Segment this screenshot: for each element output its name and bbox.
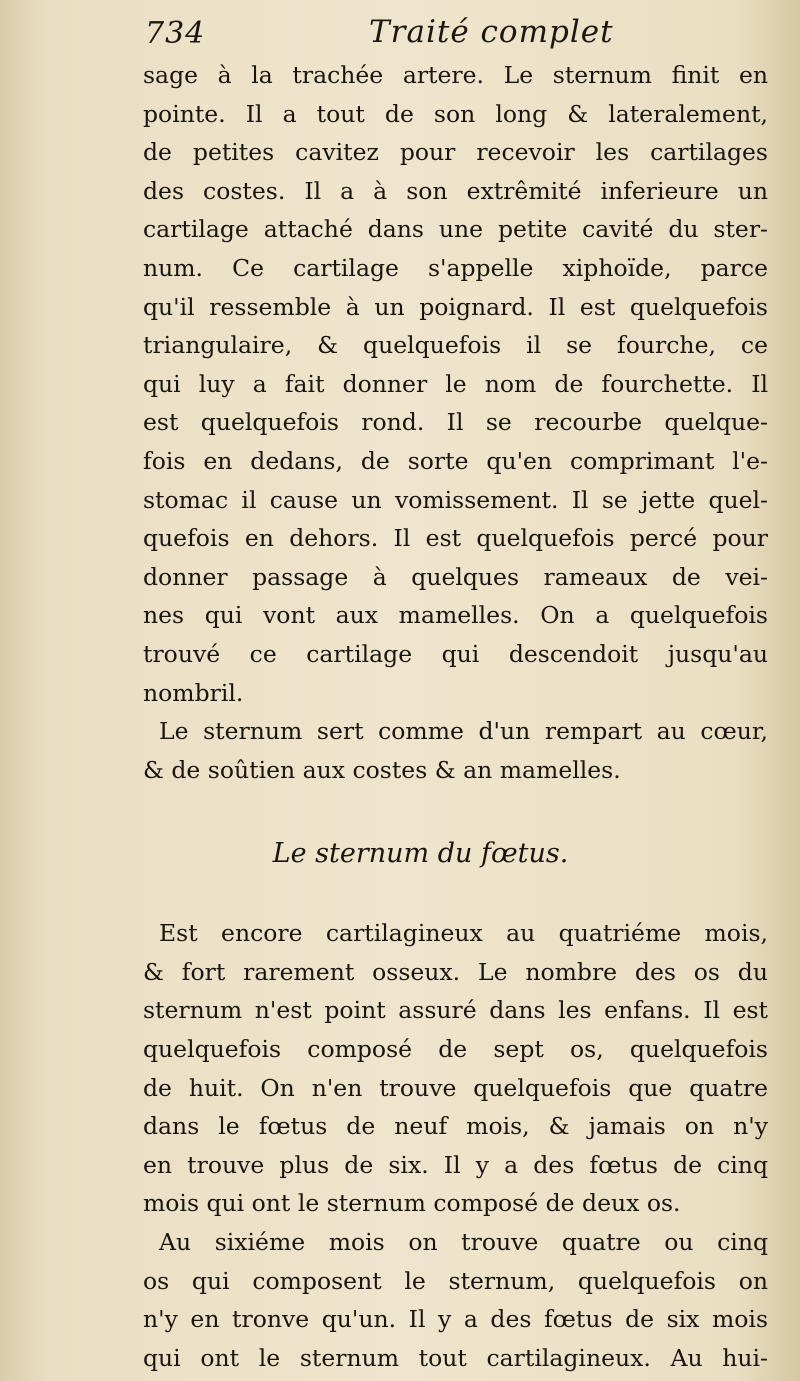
text-line: qu'il ressemble à un poignard. Il est quelquefois — [143, 292, 768, 321]
text-line: est quelquefois rond. Il se recourbe quelque- — [143, 408, 768, 437]
text-line: qui ont le sternum tout cartilagineux. Au hui- — [143, 1343, 768, 1372]
text-line: fois en dedans, de sorte qu'en comprimant l'e- — [143, 446, 768, 475]
text-line: os qui composent le sternum, quelquefois on — [143, 1266, 768, 1295]
text-line: n'y en tronve qu'un. Il y a des fœtus de six mois — [143, 1305, 768, 1334]
text-line: & de soûtien aux costes & an mamelles. — [143, 755, 621, 784]
paragraph-2 — [143, 712, 768, 789]
page-body — [143, 56, 768, 1377]
spacer — [143, 789, 768, 834]
text-line: sternum n'est point assuré dans les enfans. Il est — [143, 996, 768, 1025]
spacer — [143, 874, 768, 914]
text-line: de petites cavitez pour recevoir les cartilages — [143, 138, 768, 167]
text-line: stomac il cause un vomissement. Il se jette quel- — [143, 485, 768, 514]
text-line: num. Ce cartilage s'appelle xiphoïde, parce — [143, 253, 768, 282]
text-line: quelquefois composé de sept os, quelquefois — [143, 1035, 768, 1064]
text-line: triangulaire, & quelquefois il se fourche, ce — [143, 331, 768, 360]
paragraph-4 — [143, 1223, 768, 1377]
paragraph-1 — [143, 56, 768, 712]
text-line: nes qui vont aux mamelles. On a quelquefois — [143, 601, 768, 630]
text-line: Est encore cartilagineux au quatriéme mois, — [159, 919, 768, 948]
text-line: trouvé ce cartilage qui descendoit jusqu'au — [143, 639, 768, 668]
text-line: & fort rarement osseux. Le nombre des os du — [143, 957, 768, 986]
text-line: Le sternum sert comme d'un rempart au cœur, — [159, 717, 768, 746]
text-line: donner passage à quelques rameaux de vei- — [143, 562, 768, 591]
page-header — [145, 12, 765, 56]
text-line: mois qui ont le sternum composé de deux os. — [143, 1189, 681, 1218]
text-line: nombril. — [143, 678, 244, 707]
text-line: en trouve plus de six. Il y a des fœtus de cinq — [143, 1150, 768, 1179]
text-line: quefois en dehors. Il est quelquefois percé pour — [143, 524, 768, 553]
text-line: cartilage attaché dans une petite cavité du ster- — [143, 215, 768, 244]
paragraph-3 — [143, 914, 768, 1223]
text-line: Au sixiéme mois on trouve quatre ou cinq — [159, 1228, 768, 1257]
text-line: qui luy a fait donner le nom de fourchette. Il — [143, 369, 768, 398]
text-line: dans le fœtus de neuf mois, & jamais on n'y — [143, 1112, 768, 1141]
text-line: pointe. Il a tout de son long & lateralement, — [143, 99, 768, 128]
section-heading: Le sternum du fœtus. — [272, 838, 569, 870]
text-line: des costes. Il a à son extrêmité inferieure un — [143, 176, 768, 205]
page-number: 734 — [145, 16, 206, 51]
text-line: de huit. On n'en trouve quelquefois que quatre — [143, 1073, 768, 1102]
running-title: Traité complet — [369, 14, 614, 50]
text-line: sage à la trachée artere. Le sternum finit en — [143, 61, 768, 89]
